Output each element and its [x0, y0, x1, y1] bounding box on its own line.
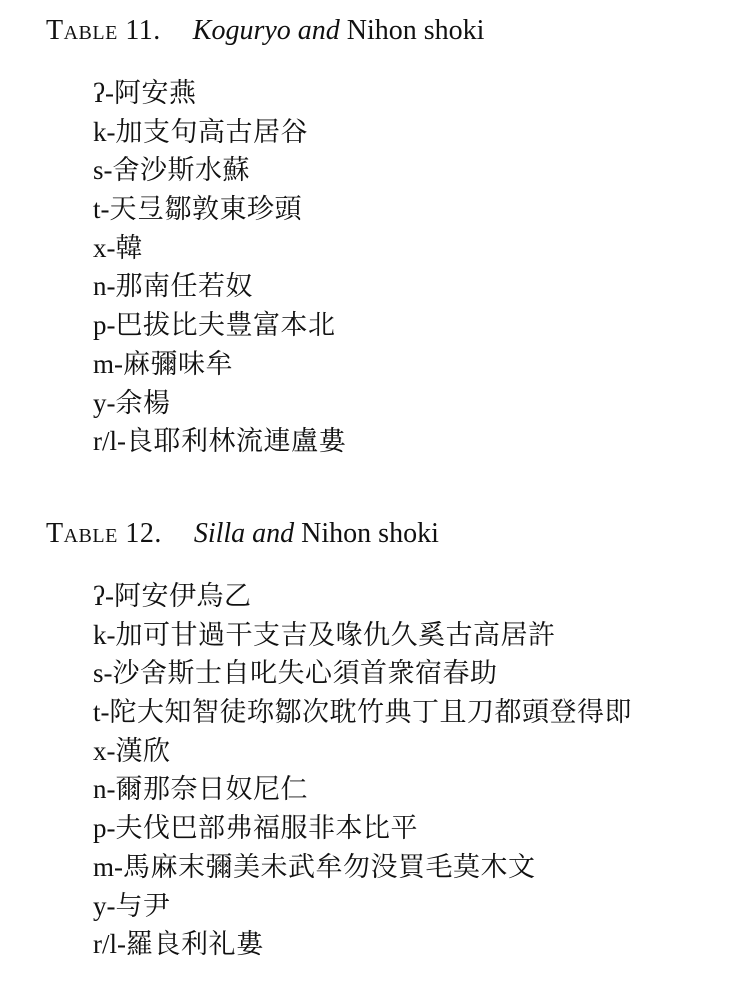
table-12-title-italic: Silla and: [193, 518, 295, 549]
initial-sound: n-: [93, 271, 116, 302]
table-11-rows: [93, 74, 737, 461]
table-11: [0, 10, 737, 461]
table-11-title-italic: Koguryo and: [192, 15, 340, 46]
table-row: [93, 151, 737, 190]
character-list: 陀大知智徒珎鄒次耽竹典丁且刀都頭登得即: [109, 697, 632, 729]
table-row: [93, 229, 737, 268]
initial-sound: k-: [93, 116, 116, 147]
initial-sound: n-: [93, 774, 116, 805]
initial-sound: p-: [93, 813, 116, 844]
table-row: [93, 654, 737, 693]
character-list: 加可甘過干支吉及喙仇久奚古高居許: [115, 619, 556, 651]
initial-sound: y-: [93, 890, 116, 921]
table-row: [93, 616, 737, 655]
table-11-title-roman: Nihon shoki: [339, 15, 485, 46]
initial-sound: ʔ-: [93, 78, 114, 108]
initial-sound: s-: [93, 658, 113, 689]
character-list: 韓: [115, 232, 143, 264]
character-list: 馬麻末彌美未武牟勿没買毛莫木文: [123, 851, 536, 883]
table-12: [0, 513, 737, 964]
character-list: 阿安燕: [113, 78, 197, 109]
initial-sound: m-: [93, 851, 123, 882]
initial-sound: s-: [93, 155, 113, 186]
character-list: 巴拔比夫豊富本北: [115, 310, 336, 342]
table-12-rows: [93, 577, 737, 964]
table-row: [93, 925, 737, 964]
table-row: [93, 306, 737, 345]
character-list: 沙舍斯士自叱失心須首衆宿春助: [112, 658, 498, 690]
table-row: [93, 267, 737, 306]
table-12-caption: [46, 513, 737, 555]
table-row: [93, 693, 737, 732]
character-list: 加支句高古居谷: [115, 116, 308, 148]
character-list: 爾那奈日奴尼仁: [115, 774, 308, 806]
table-row: [93, 732, 737, 771]
initial-sound: x-: [93, 232, 116, 263]
character-list: 羅良利礼婁: [126, 929, 264, 961]
table-row: [93, 577, 737, 616]
initial-sound: m-: [93, 348, 123, 379]
character-list: 漢欣: [115, 735, 171, 767]
table-row: [93, 190, 737, 229]
table-row: [93, 345, 737, 384]
table-row: [93, 770, 737, 809]
character-list: 余楊: [115, 387, 171, 419]
table-12-title-roman: Nihon shoki: [294, 518, 439, 549]
initial-sound: t-: [93, 697, 110, 728]
table-11-label: Table 11.: [46, 15, 161, 46]
character-list: 那南任若奴: [115, 271, 253, 303]
initial-sound: r/l-: [93, 426, 126, 457]
character-list: 良耶利林流連盧婁: [126, 426, 346, 458]
table-row: [93, 848, 737, 887]
table-11-caption: [46, 10, 737, 52]
initial-sound: r/l-: [93, 929, 126, 960]
initial-sound: ʔ-: [93, 581, 114, 611]
table-row: [93, 74, 737, 113]
initial-sound: x-: [93, 735, 116, 766]
initial-sound: t-: [93, 194, 110, 225]
character-list: 阿安伊烏乙: [113, 581, 252, 612]
character-list: 舍沙斯水蘇: [112, 155, 250, 187]
table-row: [93, 887, 737, 926]
character-list: 夫伐巴部弗福服非本比平: [115, 813, 418, 845]
character-list: 天弖鄒敦東珍頭: [109, 194, 302, 226]
initial-sound: k-: [93, 619, 116, 650]
table-row: [93, 384, 737, 423]
table-row: [93, 809, 737, 848]
character-list: 麻彌味牟: [123, 348, 233, 380]
character-list: 与尹: [115, 890, 171, 922]
table-row: [93, 113, 737, 152]
table-row: [93, 422, 737, 461]
initial-sound: y-: [93, 387, 116, 418]
initial-sound: p-: [93, 310, 116, 341]
table-12-label: Table 12.: [46, 518, 162, 549]
